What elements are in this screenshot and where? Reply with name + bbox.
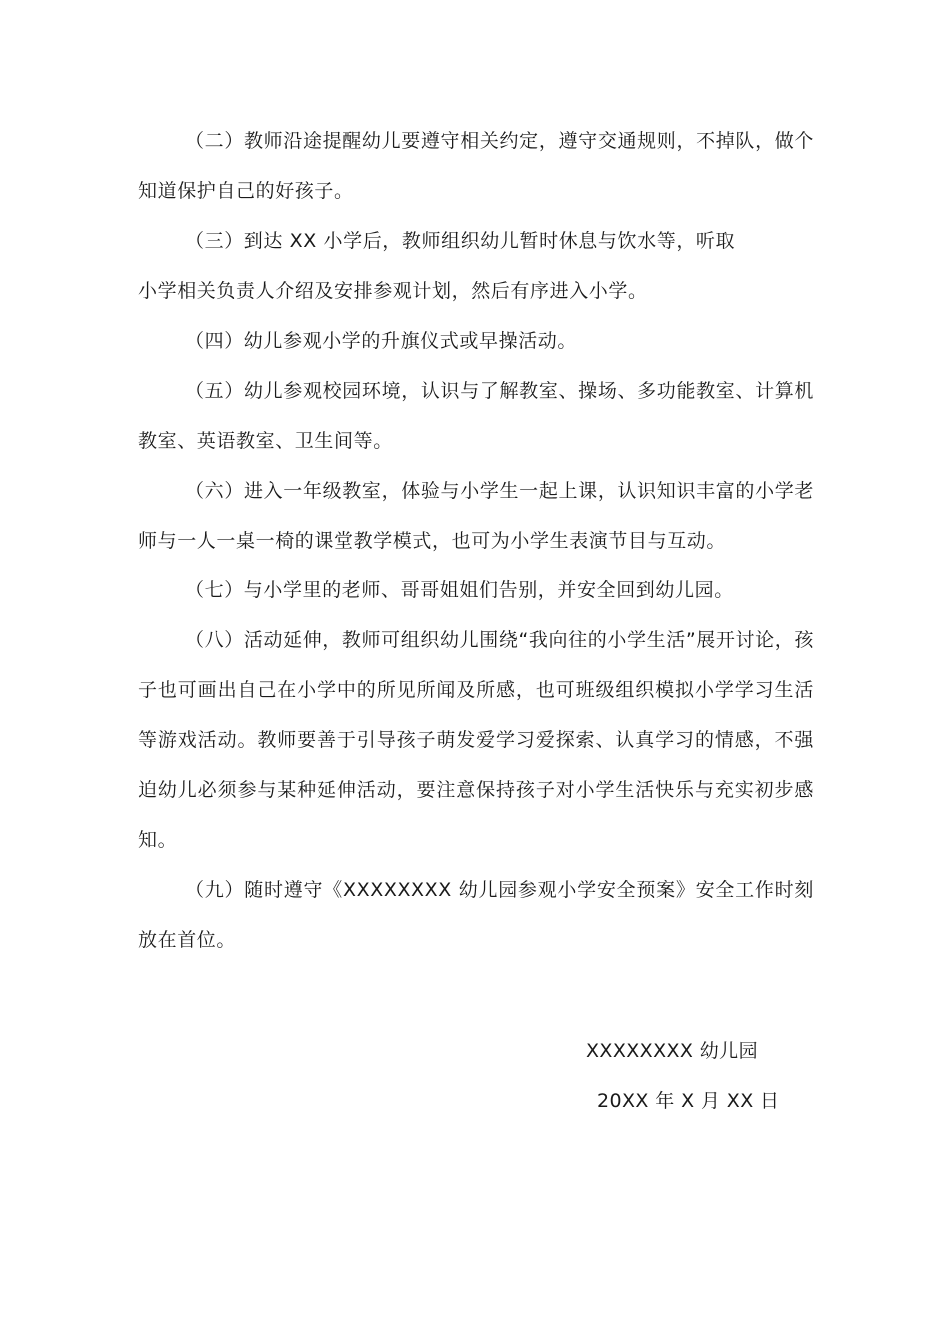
- paragraph-9-safety-plan: （九）随时遵守《XXXXXXXX 幼儿园参观小学安全预案》安全工作时刻放在首位。: [138, 879, 814, 951]
- paragraph-3-arrival: （三）到达 XX 小学后，教师组织幼儿暂时休息与饮水等，听取: [185, 230, 736, 252]
- paragraph-7-farewell: （七）与小学里的老师、哥哥姐姐们告别，并安全回到幼儿园。: [185, 579, 734, 601]
- signature-date: 20XX 年 X 月 XX 日: [597, 1090, 780, 1112]
- paragraph-4-flag-ceremony: （四）幼儿参观小学的升旗仪式或早操活动。: [185, 330, 578, 352]
- paragraph-6-classroom: （六）进入一年级教室，体验与小学生一起上课，认识知识丰富的小学老师与一人一桌一椅的课堂教学模式，也可为小学生表演节目与互动。: [138, 480, 814, 552]
- signature-organization: XXXXXXXX 幼儿园: [586, 1040, 758, 1062]
- paragraph-5-campus-tour: （五）幼儿参观校园环境，认识与了解教室、操场、多功能教室、计算机教室、英语教室、卫生间等。: [138, 380, 814, 452]
- paragraph-3-continued: 小学相关负责人介绍及安排参观计划，然后有序进入小学。: [138, 280, 648, 302]
- paragraph-8-extension: （八）活动延伸，教师可组织幼儿围绕“我向往的小学生活”展开讨论，孩子也可画出自己在小学中的所见所闻及所感，也可班级组织模拟小学学习生活等游戏活动。教师要善于引导孩子萌发爱学习爱探索、认真学习的情感，不强迫幼儿必须参与某种延伸活动，要注意保持孩子对小学生活快乐与充实初步感知。: [138, 629, 814, 851]
- paragraph-2-travel-safety: （二）教师沿途提醒幼儿要遵守相关约定，遵守交通规则，不掉队，做个知道保护自己的好孩子。: [138, 130, 814, 202]
